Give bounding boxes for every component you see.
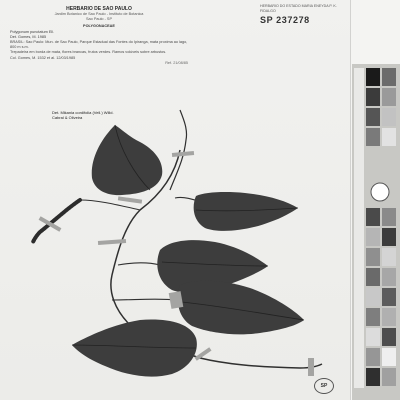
color-patch xyxy=(382,308,396,326)
leaf-top xyxy=(92,125,163,195)
collector-text: Col. Gomes, M. 1532 et al. 12/03/1985 xyxy=(10,55,76,60)
tape-strip xyxy=(308,358,314,376)
color-patch xyxy=(382,328,396,346)
color-patch xyxy=(382,368,396,386)
color-patch xyxy=(366,328,380,346)
color-patch xyxy=(366,368,380,386)
locality-text: BRASIL: Sao Paulo: Mun. de Sao Paulo, Parque Estadual das Fontes do Ipiranga, mata proxima ao lago, 800 m s.m. xyxy=(10,40,188,50)
tape-strip xyxy=(118,196,142,203)
accession-label xyxy=(260,4,346,28)
institution-seal-icon xyxy=(371,183,389,201)
color-patch xyxy=(366,208,380,226)
color-patch xyxy=(366,308,380,326)
leaf-lower-right xyxy=(178,281,304,335)
inflorescence-spike xyxy=(33,200,80,242)
color-patch xyxy=(382,288,396,306)
gray-patch xyxy=(382,108,396,126)
accession-number-row xyxy=(260,15,346,25)
color-patch xyxy=(382,248,396,266)
color-patch xyxy=(382,208,396,226)
gray-patch xyxy=(382,68,396,86)
gray-patch xyxy=(366,88,380,106)
color-patch xyxy=(366,288,380,306)
color-patch xyxy=(366,228,380,246)
color-patch xyxy=(366,348,380,366)
gray-patch xyxy=(382,128,396,146)
family-name: POLYGONACEAE xyxy=(83,24,115,29)
accession-prefix: SP xyxy=(260,15,274,26)
det-line: Det. Gomes, M. 1985 xyxy=(10,34,47,39)
reference-text: Ref. 21/08/85 xyxy=(165,60,188,65)
institution-name: HERBARIO DE SAO PAULO xyxy=(66,6,132,12)
petiole-2 xyxy=(118,263,160,265)
tape-strip xyxy=(98,239,126,245)
color-calibration-strip xyxy=(352,64,400,400)
petiole-3 xyxy=(112,299,178,300)
determination-line-2: Cabral & Oliveira xyxy=(52,115,83,121)
gray-patch xyxy=(366,108,380,126)
color-patch xyxy=(366,268,380,286)
color-patch xyxy=(382,268,396,286)
herbarium-stamp: SP xyxy=(314,378,334,394)
determination-line-1: Det. Mikania cordifolia (Vell.) Willd. xyxy=(52,110,114,115)
accession-number: 237278 xyxy=(276,15,310,26)
color-patch xyxy=(382,348,396,366)
accession-header: HERBARIO DO ESTADO MARIA ENEYDA P. K. FIDALGO xyxy=(260,4,337,13)
habitat-text: Trepadeira em borda de mata, flores brancas, frutos verdes. Ramos volúveis sobre arbustos. xyxy=(10,50,167,55)
determination-slip xyxy=(52,110,162,121)
species-name: Polygonum punctatum Ell. xyxy=(10,29,55,34)
leaf-right xyxy=(194,192,298,231)
institution-department: Sao Paulo - SP xyxy=(86,17,112,22)
scale-ruler xyxy=(354,68,364,388)
gray-patch xyxy=(382,88,396,106)
gray-patch xyxy=(366,128,380,146)
gray-patch xyxy=(366,68,380,86)
herbarium-label xyxy=(10,6,188,66)
color-patch xyxy=(366,248,380,266)
stem-branch xyxy=(170,110,187,190)
color-patch xyxy=(382,228,396,246)
institution-subtitle: Jardim Botanico de Sao Paulo - Instituto de Botanica xyxy=(54,12,144,16)
